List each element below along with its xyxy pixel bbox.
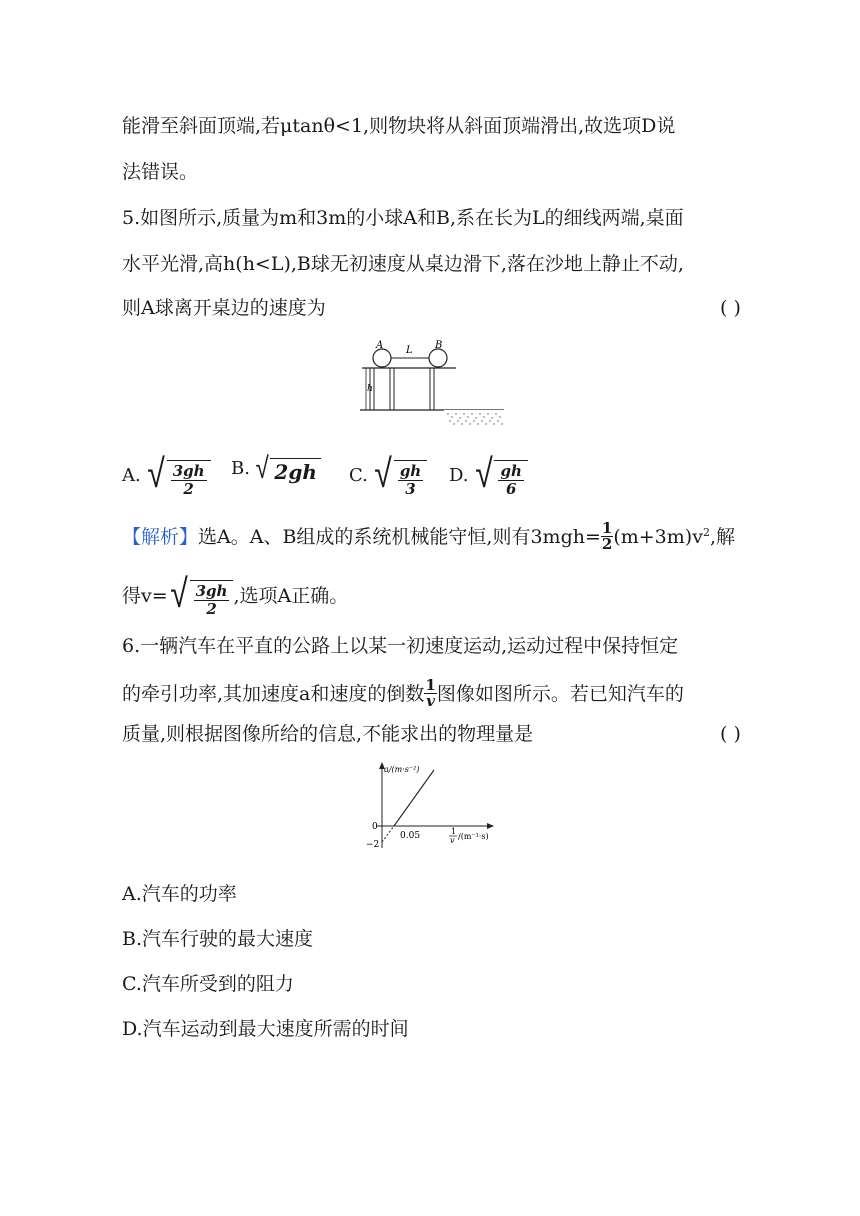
option-5-c: C. √ $\frac{gh}{3}$ (349, 454, 427, 498)
label-a: A (376, 340, 384, 351)
question-5-line-2: 水平光滑,高h(h<L),B球无初速度从桌边滑下,落在沙地上静止不动, (122, 253, 684, 275)
x-tick-label: 0.05 (400, 831, 421, 841)
label-b: B (435, 340, 443, 351)
sqrt-expression: √ $\frac{gh}{3}$ (372, 454, 427, 498)
label-l: L (406, 345, 413, 356)
analysis-line-2: 得v= √ $\frac{3gh}{2}$ ,选项A正确。 (122, 571, 349, 618)
question-5-line-3: 则A球离开桌边的速度为 (122, 297, 326, 319)
label-h: h (367, 384, 373, 394)
sqrt-expression: √ $\frac{3gh}{2}$ (168, 574, 234, 618)
analysis-line-1: 【解析】 选A。A、B组成的系统机械能守恒,则有3mgh= $\frac{1}{2}$ (m+3m)v 2 ,解 (122, 519, 735, 553)
text-line-1: 能滑至斜面顶端,若μtanθ<1,则物块将从斜面顶端滑出,故选项D说 (122, 115, 676, 137)
question-5-line-1: 5.如图所示,质量为m和3m的小球A和B,系在长为L的细线两端,桌面 (122, 207, 684, 229)
y-axis-label: a/(m·s⁻²) (384, 765, 420, 774)
option-6-a: A.汽车的功率 (122, 883, 237, 905)
option-6-b: B.汽车行驶的最大速度 (122, 928, 314, 950)
text-line-2: 法错误。 (122, 161, 199, 183)
answer-blank-6: ( ) (720, 723, 741, 745)
figure-table-balls (356, 338, 508, 430)
sqrt-expression: √ $\frac{3gh}{2}$ (145, 454, 211, 498)
option-6-c: C.汽车所受到的阻力 (122, 973, 294, 995)
option-5-d: D. √ $\frac{gh}{6}$ (449, 454, 528, 498)
sqrt-expression: √ 2gh (254, 454, 321, 484)
y-tick-label: −2 (366, 840, 380, 850)
sqrt-expression: √ $\frac{gh}{6}$ (473, 454, 528, 498)
x-axis-label-den: v (450, 836, 455, 845)
figure-a-vs-inverse-v (362, 760, 504, 856)
x-axis-label-num: 1 (451, 827, 457, 836)
x-axis-label-unit: /(m⁻¹·s) (458, 832, 489, 841)
option-5-b: B. √ 2gh (231, 454, 321, 484)
question-6-line-3: 质量,则根据图像所给的信息,不能求出的物理量是 (122, 723, 534, 745)
analysis-tag: 【解析】 (122, 525, 199, 548)
option-6-d: D.汽车运动到最大速度所需的时间 (122, 1018, 409, 1040)
answer-blank-5: ( ) (720, 297, 741, 319)
origin-label: 0 (372, 822, 378, 832)
option-5-a: A. √ $\frac{3gh}{2}$ (122, 454, 211, 498)
question-6-line-2: 的牵引功率,其加速度a和速度的倒数 $\frac{1}{v}$ 图像如图所示。若已知汽车的 (122, 676, 684, 710)
question-6-line-1: 6.一辆汽车在平直的公路上以某一初速度运动,运动过程中保持恒定 (122, 635, 679, 657)
